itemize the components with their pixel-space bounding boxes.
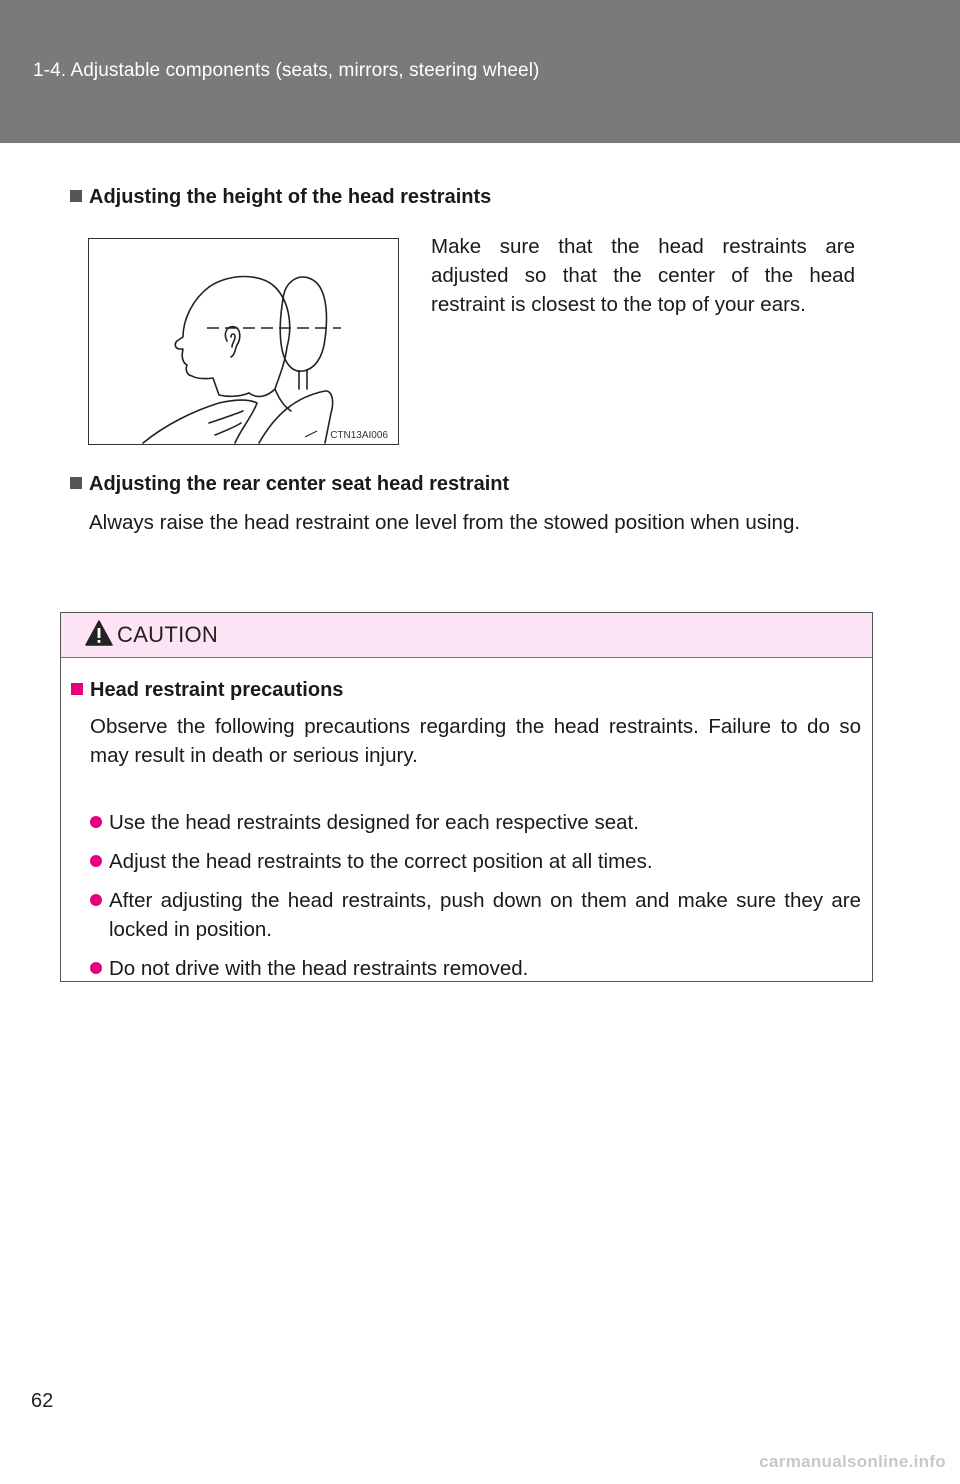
caution-subheading-text: Head restraint precautions: [90, 679, 344, 701]
list-item: Use the head restraints designed for each respective seat.: [90, 808, 861, 837]
page-header: [0, 0, 960, 143]
head-restraint-figure: [88, 238, 399, 445]
watermark: carmanualsonline.info: [759, 1452, 946, 1471]
circle-bullet-icon: [90, 894, 102, 906]
figure-code: CTN13AI006: [330, 430, 388, 441]
caution-label: CAUTION: [117, 622, 219, 647]
figure-description: Make sure that the head restraints are adjusted so that the center of the head restraint is closest to the top of your ears.: [431, 235, 855, 316]
section-heading-height: [70, 186, 491, 209]
circle-bullet-icon: [90, 816, 102, 828]
caution-header: [61, 613, 872, 658]
caution-intro: Observe the following precautions regarding the head restraints. Failure to do so may result in death or serious injury.: [90, 715, 861, 767]
square-bullet-icon: [70, 190, 82, 202]
square-bullet-icon: [71, 683, 83, 695]
warning-triangle-icon: [85, 620, 113, 646]
section-heading-height-text: Adjusting the height of the head restraints: [89, 186, 492, 208]
list-item: Do not drive with the head restraints removed.: [90, 954, 861, 983]
caution-subheading: [71, 679, 343, 702]
circle-bullet-icon: [90, 962, 102, 974]
caution-bullet-list: [90, 808, 861, 993]
page-number: 62: [31, 1390, 54, 1412]
section-heading-rear-center: [70, 473, 509, 496]
head-restraint-illustration: [89, 239, 398, 444]
section-heading-rear-center-text: Adjusting the rear center seat head restraint: [89, 473, 510, 495]
list-item: Adjust the head restraints to the correct position at all times.: [90, 847, 861, 876]
list-item: After adjusting the head restraints, push down on them and make sure they are locked in position.: [90, 886, 861, 944]
circle-bullet-icon: [90, 855, 102, 867]
rear-center-instructions: Always raise the head restraint one level from the stowed position when using.: [89, 511, 801, 534]
header-title: 1-4. Adjustable components (seats, mirrors, steering wheel): [33, 60, 540, 81]
caution-box: [60, 612, 873, 982]
square-bullet-icon: [70, 477, 82, 489]
